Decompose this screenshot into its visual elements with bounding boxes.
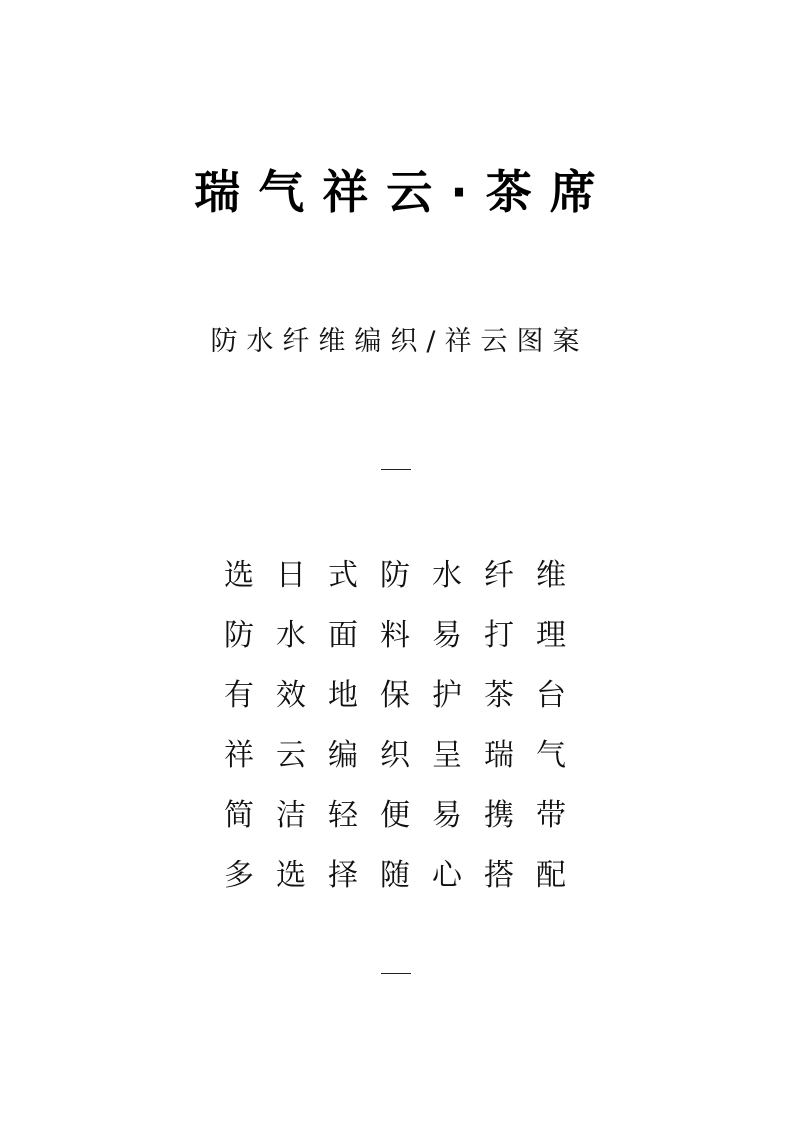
body-line: 祥云编织呈瑞气 xyxy=(224,738,588,773)
body-text-block xyxy=(0,546,790,906)
body-line: 有效地保护茶台 xyxy=(224,678,588,713)
body-line: 多选择随心搭配 xyxy=(224,858,588,893)
page-subtitle: 防水纤维编织/祥云图案 xyxy=(210,326,589,357)
divider-bottom xyxy=(381,973,411,974)
divider-top xyxy=(381,469,411,470)
body-line: 选日式防水纤维 xyxy=(224,558,588,593)
body-line: 防水面料易打理 xyxy=(224,618,588,653)
body-line: 简洁轻便易携带 xyxy=(224,798,588,833)
page-title: 瑞气祥云·茶席 xyxy=(194,165,614,219)
